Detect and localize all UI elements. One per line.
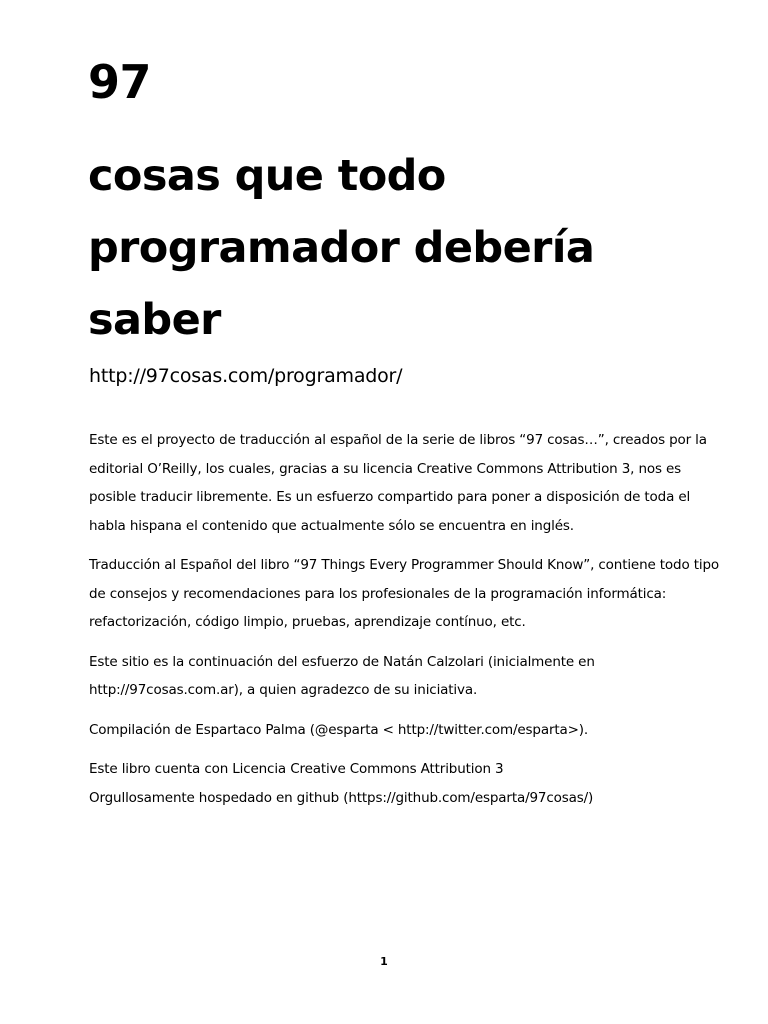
continuation-paragraph: Este sitio es la continuación del esfuerzo de Natán Calzolari (inicialmente en http://97cosas.com.ar), a quien agradezco de su iniciativa. [89,653,595,698]
intro-paragraph: Este es el proyecto de traducción al español de la serie de libros “97 cosas…”, creados por la editorial O’Reilly, los cuales, gracias a su licencia Creative Commons Attribution 3, nos es posible traducir libremente. Es un esfuerzo compartido para poner a disposición de toda el habla hispana el contenido que actualmente sólo se encuentra en inglés. [89,432,707,534]
compilation-paragraph: Compilación de Espartaco Palma (@esparta < http://twitter.com/esparta>). [89,721,589,738]
page-title: cosas que todo programador debería saber [88,151,595,345]
title-number: 97 [88,55,152,109]
body-text [89,426,729,823]
project-url: http://97cosas.com/programador/ [89,365,403,387]
page-number: 1 [380,955,388,968]
license-paragraph: Este libro cuenta con Licencia Creative Commons Attribution 3 [89,761,504,777]
hosting-paragraph: Orgullosamente hospedado en github (https://github.com/esparta/97cosas/) [89,789,594,806]
translation-paragraph: Traducción al Español del libro “97 Things Every Programmer Should Know”, contiene todo tipo de consejos y recomendaciones para los profesionales de la programación informática: refactorización, código limpio, pruebas, aprendizaje contínuo, etc. [89,557,719,630]
